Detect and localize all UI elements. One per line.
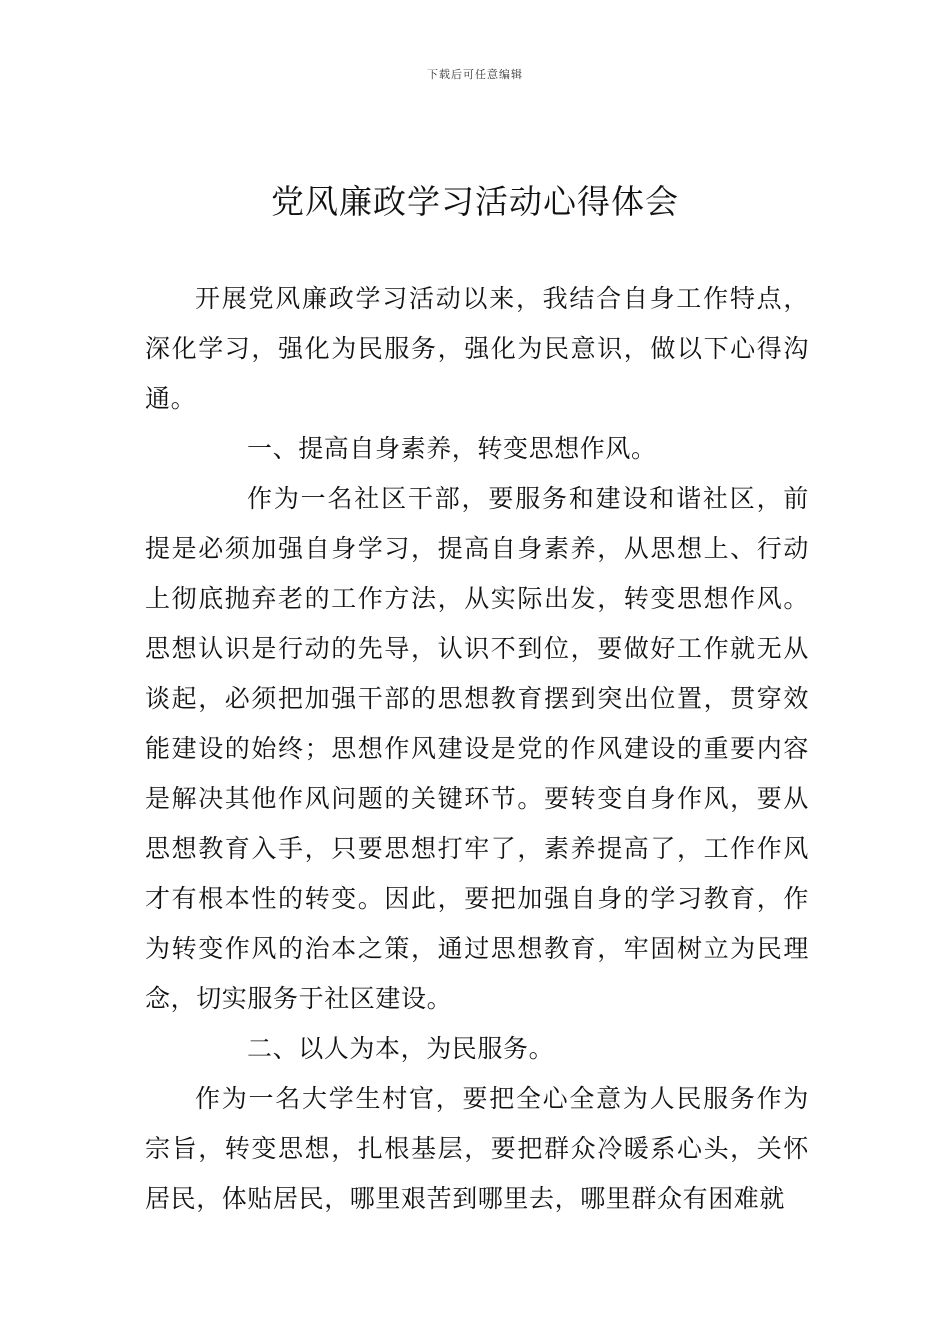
section-1-paragraph: 作为一名社区干部，要服务和建设和谐社区，前提是必须加强自身学习，提高自身素养，从思想上、行动上彻底抛弃老的工作方法，从实际出发，转变思想作风。思想认识是行动的先导，认识不到位，要做好工作就无从谈起，必须把加强干部的思想教育摆到突出位置，贯穿效能建设的始终；思想作风建设是党的作风建设的重要内容是解决其他作风问题的关键环节。要转变自身作风，要从思想教育入手，只要思想打牢了，素养提高了，工作作风才有根本性的转变。因此，要把加强自身的学习教育，作为转变作风的治本之策，通过思想教育，牢固树立为民理念，切实服务于社区建设。 [145, 484, 809, 1013]
section-heading-2: 二、以人为本，为民服务。 [247, 1034, 555, 1063]
document-body [145, 274, 809, 1224]
section-heading-1: 一、提高自身素养，转变思想作风。 [247, 434, 657, 463]
intro-paragraph: 开展党风廉政学习活动以来，我结合自身工作特点，深化学习，强化为民服务，强化为民意识，做以下心得沟通。 [145, 284, 809, 413]
section-2-paragraph: 作为一名大学生村官，要把全心全意为人民服务作为宗旨，转变思想，扎根基层，要把群众冷暖系心头，关怀居民，体贴居民，哪里艰苦到哪里去，哪里群众有困难就 [145, 1084, 809, 1213]
document-title: 党风廉政学习活动心得体会 [271, 182, 679, 221]
header-note: 下载后可任意编辑 [427, 68, 523, 81]
